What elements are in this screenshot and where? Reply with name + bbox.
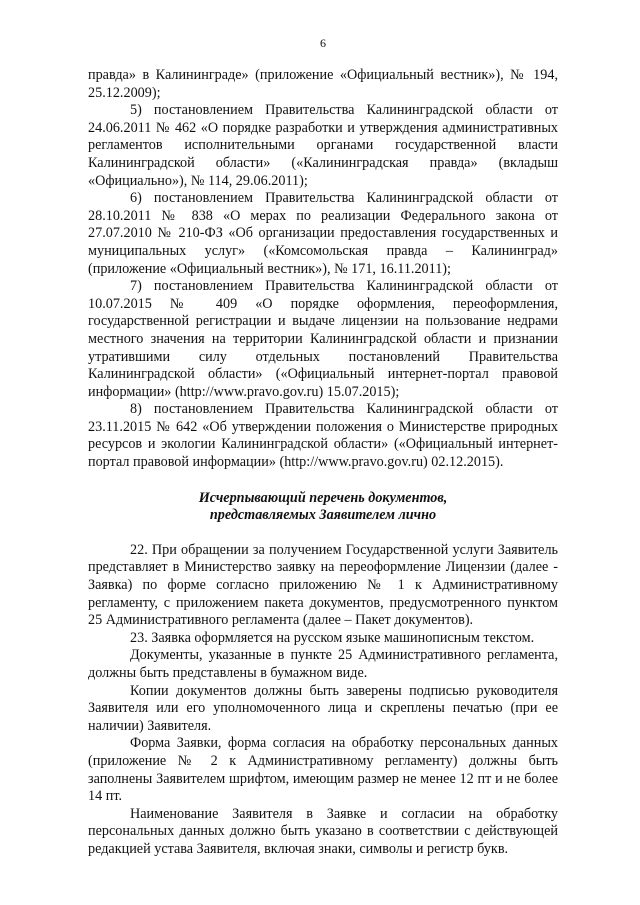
paragraph-clause-23: 23. Заявка оформляется на русском языке машинописным текстом. — [130, 629, 535, 646]
paragraph-applicant-name: Наименование Заявителя в Заявке и согласии на обработку персональных данных должно быть указано в соответствии с действующей редакцией устава Заявителя, включая знаки, символы и регистр букв. — [88, 805, 558, 857]
paragraph-copies-certified: Копии документов должны быть заверены подписью руководителя Заявителя или его уполномоченного лица и скреплены печатью (при ее наличии) Заявителя. — [88, 682, 558, 734]
paragraph-item-7: 7) постановлением Правительства Калининградской области от 10.07.2015 № 409 «О порядке оформления, переоформления, государственной регистрации и выдаче лицензии на пользование недрами местного значения на территории Калининградской области и признании утратившими силу отдельных постановлений Правительства Калининградской области» («Официальный интернет-портал правовой информации» (http://www.pravo.gov.ru) 15.07.2015); — [88, 278, 558, 400]
paragraph-documents-paper: Документы, указанные в пункте 25 Административного регламента, должны быть представлены в бумажном виде. — [88, 647, 558, 681]
page-number: 6 — [320, 36, 326, 50]
paragraph-item-6: 6) постановлением Правительства Калининградской области от 28.10.2011 № 838 «О мерах по реализации Федерального закона от 27.07.2010 № 210-ФЗ «Об организации предоставления государственных и муниципальных услуг» («Комсомольская правда – Калининград» (приложение «Официальный вестник»), № 171, 16.11.2011); — [88, 190, 558, 277]
paragraph-continuation: правда» в Калининграде» (приложение «Официальный вестник»), № 194, 25.12.2009); — [88, 67, 558, 101]
paragraph-item-8: 8) постановлением Правительства Калининградской области от 23.11.2015 № 642 «Об утверждении положения о Министерстве природных ресурсов и экологии Калининградской области» («Официальный интернет-портал правовой информации» (http://www.pravo.gov.ru) 02.12.2015). — [88, 401, 558, 471]
document-page — [88, 36, 558, 859]
section-heading-line-1: Исчерпывающий перечень документов, — [198, 489, 448, 506]
section-heading-line-2: представляемых Заявителем лично — [209, 507, 437, 524]
paragraph-clause-22: 22. При обращении за получением Государственной услуги Заявитель представляет в Министерство заявку на переоформление Лицензии (далее - Заявка) по форме согласно приложению № 1 к Административному регламенту, с приложением пакета документов, предусмотренного пунктом 25 Административного регламента (далее – Пакет документов). — [88, 541, 558, 629]
section-heading — [88, 490, 558, 525]
paragraph-item-5: 5) постановлением Правительства Калининградской области от 24.06.2011 № 462 «О порядке разработки и утверждения административных регламентов исполнительными органами государственной власти Калининградской области» («Калининградская правда» (вкладыш «Официально»), № 114, 29.06.2011); — [88, 102, 558, 189]
paragraph-form-font-size: Форма Заявки, форма согласия на обработку персональных данных (приложение № 2 к Административному регламенту) должны быть заполнены Заявителем шрифтом, имеющим размер не менее 12 пт и не более 14 пт. — [88, 735, 558, 805]
